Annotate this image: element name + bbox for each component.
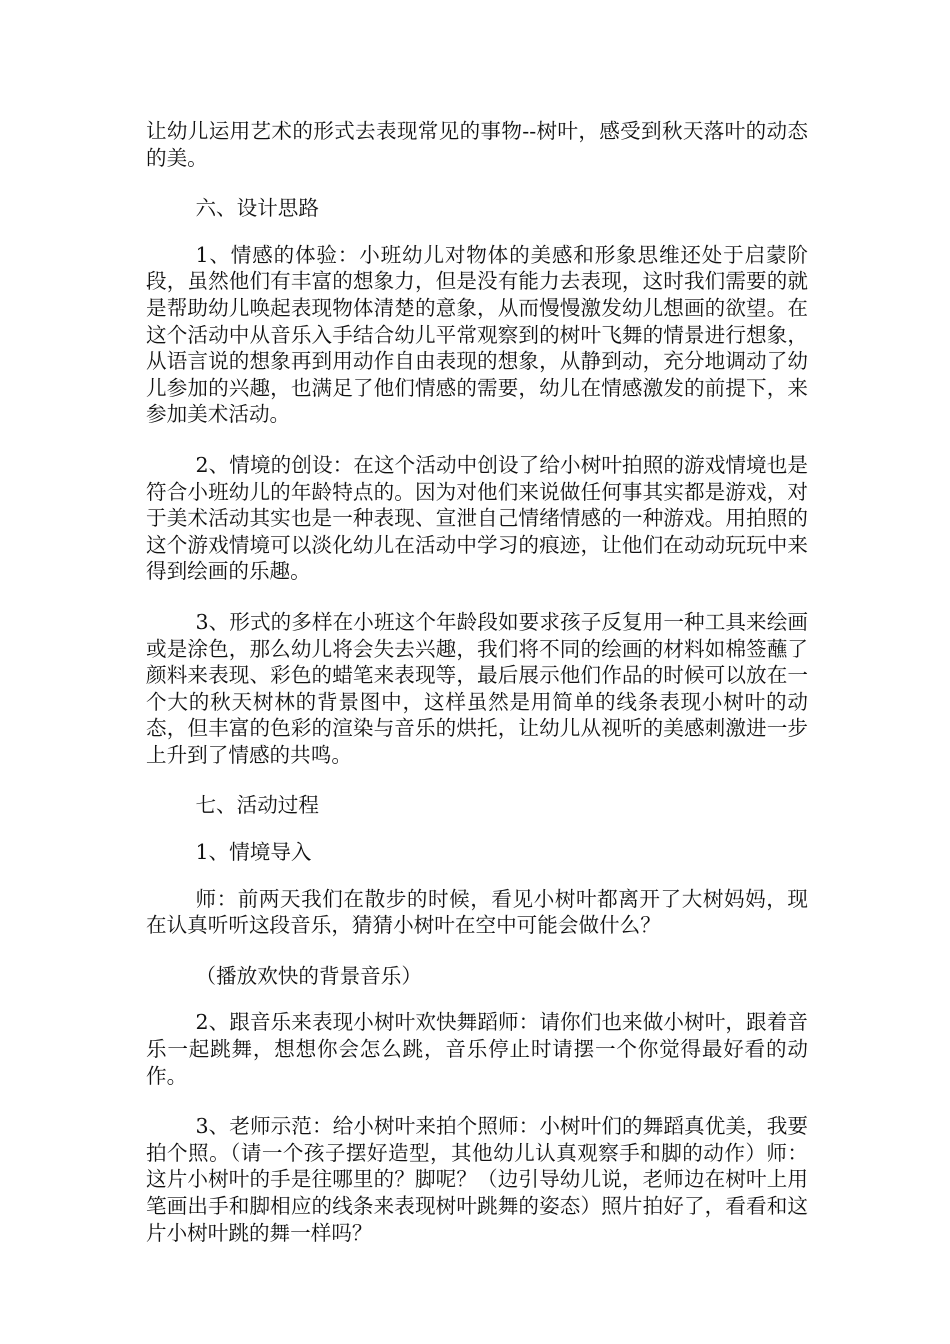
paragraph-intro-goal: 让幼儿运用艺术的形式去表现常见的事物--树叶，感受到秋天落叶的动态的美。 xyxy=(146,119,808,170)
section-heading-design-idea: 六、设计思路 xyxy=(195,196,319,221)
paragraph-emotional-experience: 1、情感的体验：小班幼儿对物体的美感和形象思维还处于启蒙阶段，虽然他们有丰富的想象力，但是没有能力去表现，这时我们需要的就是帮助幼儿唤起表现物体清楚的意象，从而慢慢激发幼儿想画的欲望。在这个活动中从音乐入手结合幼儿平常观察到的树叶飞舞的情景进行想象，从语言说的想象再到用动作自由表现的想象，从静到动，充分地调动了幼儿参加的兴趣，也满足了他们情感的需要，幼儿在情感激发的前提下，来参加美术活动。 xyxy=(146,242,808,427)
paragraph-play-music-note: （播放欢快的背景音乐） xyxy=(195,963,422,988)
subheading-situation-intro: 1、情境导入 xyxy=(195,840,312,865)
paragraph-teacher-intro: 师：前两天我们在散步的时候，看见小树叶都离开了大树妈妈，现在认真听听这段音乐，猜猜小树叶在空中可能会做什么？ xyxy=(146,886,808,938)
paragraph-teacher-demo: 3、老师示范：给小树叶来拍个照师：小树叶们的舞蹈真优美，我要拍个照。（请一个孩子摆好造型，其他幼儿认真观察手和脚的动作）师：这片小树叶的手是往哪里的？脚呢？（边引导幼儿说，老师边在树叶上用笔画出手和脚相应的线条来表现树叶跳舞的姿态）照片拍好了，看看和这片小树叶跳的舞一样吗？ xyxy=(146,1114,808,1245)
paragraph-dance-with-music: 2、跟音乐来表现小树叶欢快舞蹈师：请你们也来做小树叶，跟着音乐一起跳舞，想想你会怎么跳，音乐停止时请摆一个你觉得最好看的动作。 xyxy=(146,1010,808,1088)
section-heading-activity-process: 七、活动过程 xyxy=(195,793,319,818)
document-body xyxy=(146,118,808,1270)
paragraph-situation-creation: 2、情境的创设：在这个活动中创设了给小树叶拍照的游戏情境也是符合小班幼儿的年龄特点的。因为对他们来说做任何事其实都是游戏，对于美术活动其实也是一种表现、宣泄自己情绪情感的一种游戏。用拍照的这个游戏情境可以淡化幼儿在活动中学习的痕迹，让他们在动动玩玩中来得到绘画的乐趣。 xyxy=(146,452,808,584)
paragraph-diverse-forms: 3、形式的多样在小班这个年龄段如要求孩子反复用一种工具来绘画或是涂色，那么幼儿将会失去兴趣，我们将不同的绘画的材料如棉签蘸了颜料来表现、彩色的蜡笔来表现等，最后展示他们作品的时候可以放在一个大的秋天树林的背景图中，这样虽然是用简单的线条表现小树叶的动态，但丰富的色彩的渲染与音乐的烘托，让幼儿从视听的美感刺激进一步上升到了情感的共鸣。 xyxy=(146,609,808,767)
